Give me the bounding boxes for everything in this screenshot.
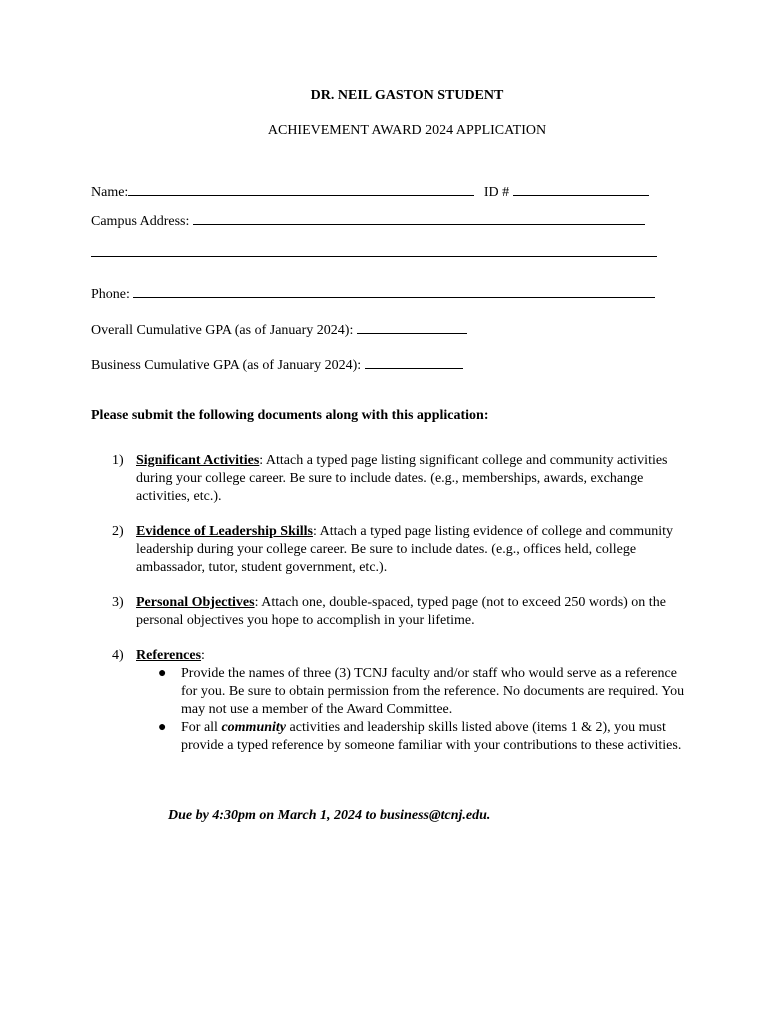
form-title-line-2: ACHIEVEMENT AWARD 2024 APPLICATION (267, 123, 547, 138)
bullet-icon: ● (158, 720, 167, 735)
id-label: ID # (483, 185, 510, 200)
bullet-item (136, 665, 692, 719)
campus-address-row-2 (91, 243, 657, 262)
bullet-text: Provide the names of three (3) TCNJ faculty and/or staff who would serve as a reference for you. Be sure to obtain permission from the reference. No documents are required. You may not use a member of the Award Committee. (181, 666, 685, 717)
item-number: 1) (112, 453, 124, 468)
references-bullet-list (136, 665, 692, 755)
list-item (112, 452, 692, 506)
item-text: : Attach a typed page listing significant college and community activities during your college career. Be sure to include dates. (e.g., memberships, awards, exchange activities, etc.). (136, 453, 668, 504)
overall-gpa-row (91, 320, 467, 339)
name-label: Name: (91, 185, 129, 200)
bullet-emphasis: community (221, 720, 287, 735)
item-label: Significant Activities (136, 453, 260, 468)
item-label: References (136, 648, 202, 663)
bullet-icon: ● (158, 666, 167, 681)
due-date-text: Due by 4:30pm on March 1, 2024 to business@tcnj.edu. (168, 808, 491, 823)
business-gpa-field[interactable] (365, 355, 463, 369)
campus-address-field[interactable] (193, 211, 645, 225)
item-text: : Attach one, double-spaced, typed page (not to exceed 250 words) on the personal objectives you hope to accomplish in your lifetime. (136, 595, 666, 628)
item-text: : Attach a typed page listing evidence of college and community leadership during your college career. Be sure to include dates. (e.g., offices held, college ambassador, tutor, student government, etc.). (136, 524, 673, 575)
name-row (91, 182, 649, 201)
item-number: 2) (112, 524, 124, 539)
campus-address-label: Campus Address: (91, 214, 190, 229)
phone-field[interactable] (133, 284, 655, 298)
form-title-line-1: DR. NEIL GASTON STUDENT (310, 88, 504, 103)
campus-address-row (91, 211, 645, 230)
bullet-item (136, 719, 692, 755)
overall-gpa-field[interactable] (357, 320, 467, 334)
name-field[interactable] (128, 182, 474, 196)
id-field[interactable] (513, 182, 649, 196)
list-item (112, 523, 692, 577)
item-label: Personal Objectives (136, 595, 255, 610)
item-number: 4) (112, 648, 124, 663)
bullet-text-pre: For all (181, 720, 222, 735)
business-gpa-row (91, 355, 463, 374)
item-label: Evidence of Leadership Skills (136, 524, 313, 539)
list-item (112, 594, 692, 630)
overall-gpa-label: Overall Cumulative GPA (as of January 2024): (91, 323, 354, 338)
item-text: : (201, 648, 205, 663)
instructions-heading: Please submit the following documents along with this application: (91, 408, 489, 423)
phone-row (91, 284, 655, 303)
campus-address-field-2[interactable] (91, 243, 657, 257)
phone-label: Phone: (91, 287, 130, 302)
list-item (112, 647, 692, 755)
business-gpa-label: Business Cumulative GPA (as of January 2024): (91, 358, 362, 373)
bullet-text-post: activities and leadership skills listed above (items 1 & 2), you must provide a typed reference by someone familiar with your contributions to these activities. (181, 720, 682, 753)
item-number: 3) (112, 595, 124, 610)
